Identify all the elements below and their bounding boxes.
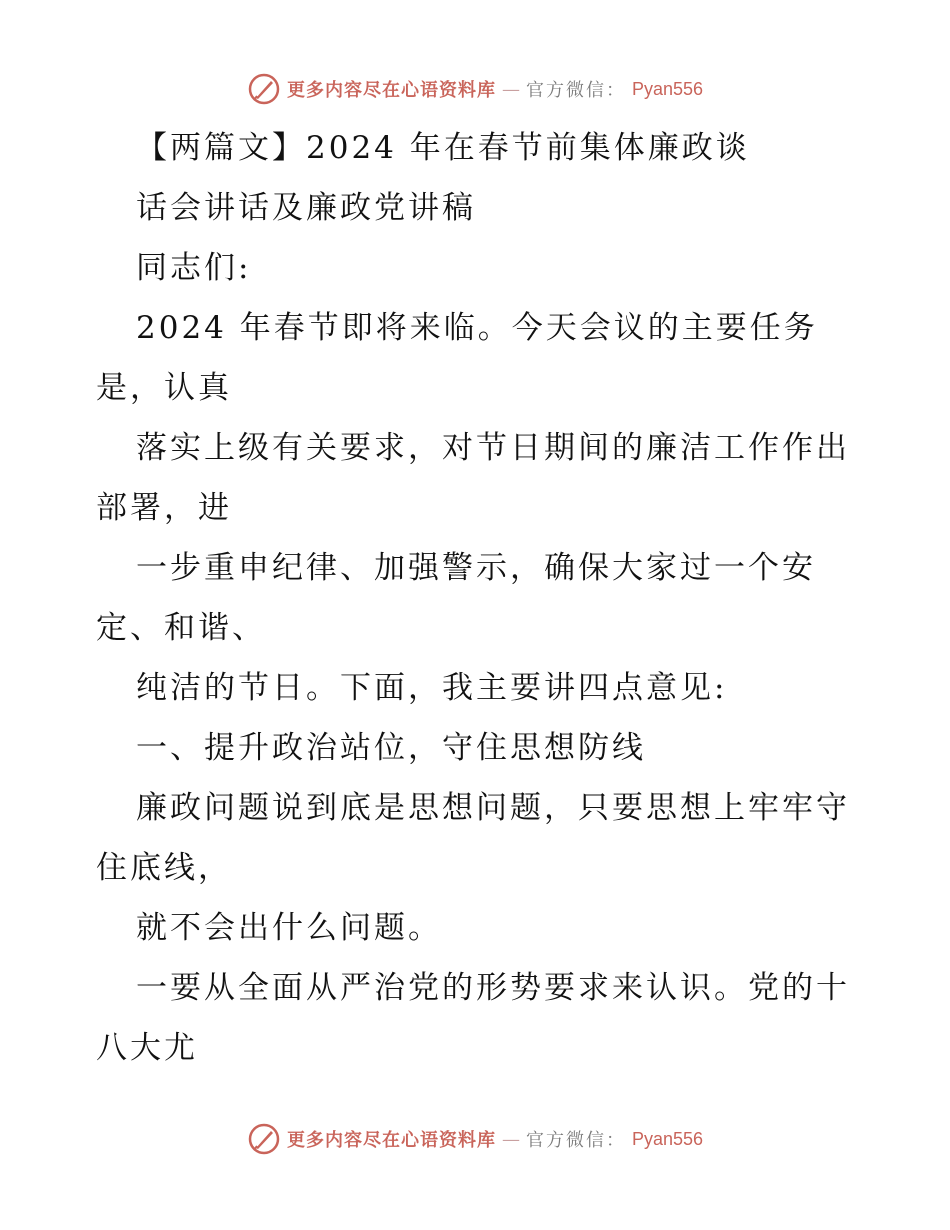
paragraph-line: 八大尤 bbox=[96, 1030, 198, 1066]
document-title-line-2: 话会讲话及廉政党讲稿 bbox=[136, 190, 476, 226]
paragraph-line: 廉政问题说到底是思想问题，只要思想上牢牢守 bbox=[136, 790, 850, 826]
quill-logo-icon bbox=[247, 1122, 281, 1156]
paragraph-line: 就不会出什么问题。 bbox=[136, 910, 442, 946]
document-title-line-1: 【两篇文】2024 年在春节前集体廉政谈 bbox=[136, 130, 750, 166]
watermark-brand: 更多内容尽在心语资料库 bbox=[286, 80, 496, 101]
paragraph-line: 定、和谐、 bbox=[96, 610, 266, 646]
watermark-wechat-id: Pyan556 bbox=[631, 78, 704, 99]
paragraph-line: 部署，进 bbox=[96, 490, 232, 526]
watermark-label: 官方微信： bbox=[525, 80, 626, 101]
paragraph-line: 纯洁的节日。下面，我主要讲四点意见: bbox=[136, 670, 728, 706]
paragraph-line: 住底线， bbox=[96, 850, 232, 886]
watermark-brand: 更多内容尽在心语资料库 bbox=[286, 1130, 496, 1151]
watermark-wechat-id: Pyan556 bbox=[631, 1128, 704, 1149]
quill-logo-icon bbox=[247, 72, 281, 106]
salutation: 同志们: bbox=[136, 250, 252, 286]
paragraph-line: 2024 年春节即将来临。今天会议的主要任务 bbox=[136, 310, 818, 346]
paragraph-line: 一步重申纪律、加强警示，确保大家过一个安 bbox=[136, 550, 816, 586]
paragraph-line: 是，认真 bbox=[96, 370, 232, 406]
footer-watermark bbox=[0, 1122, 950, 1156]
watermark-separator: — bbox=[501, 78, 520, 100]
paragraph-line: 落实上级有关要求，对节日期间的廉洁工作作出 bbox=[136, 430, 850, 466]
header-watermark bbox=[0, 72, 950, 106]
section-heading: 一、提升政治站位，守住思想防线 bbox=[136, 730, 646, 766]
paragraph-line: 一要从全面从严治党的形势要求来认识。党的十 bbox=[136, 970, 850, 1006]
watermark-separator: — bbox=[501, 1128, 520, 1150]
document-body bbox=[96, 118, 856, 1078]
watermark-label: 官方微信： bbox=[525, 1130, 626, 1151]
